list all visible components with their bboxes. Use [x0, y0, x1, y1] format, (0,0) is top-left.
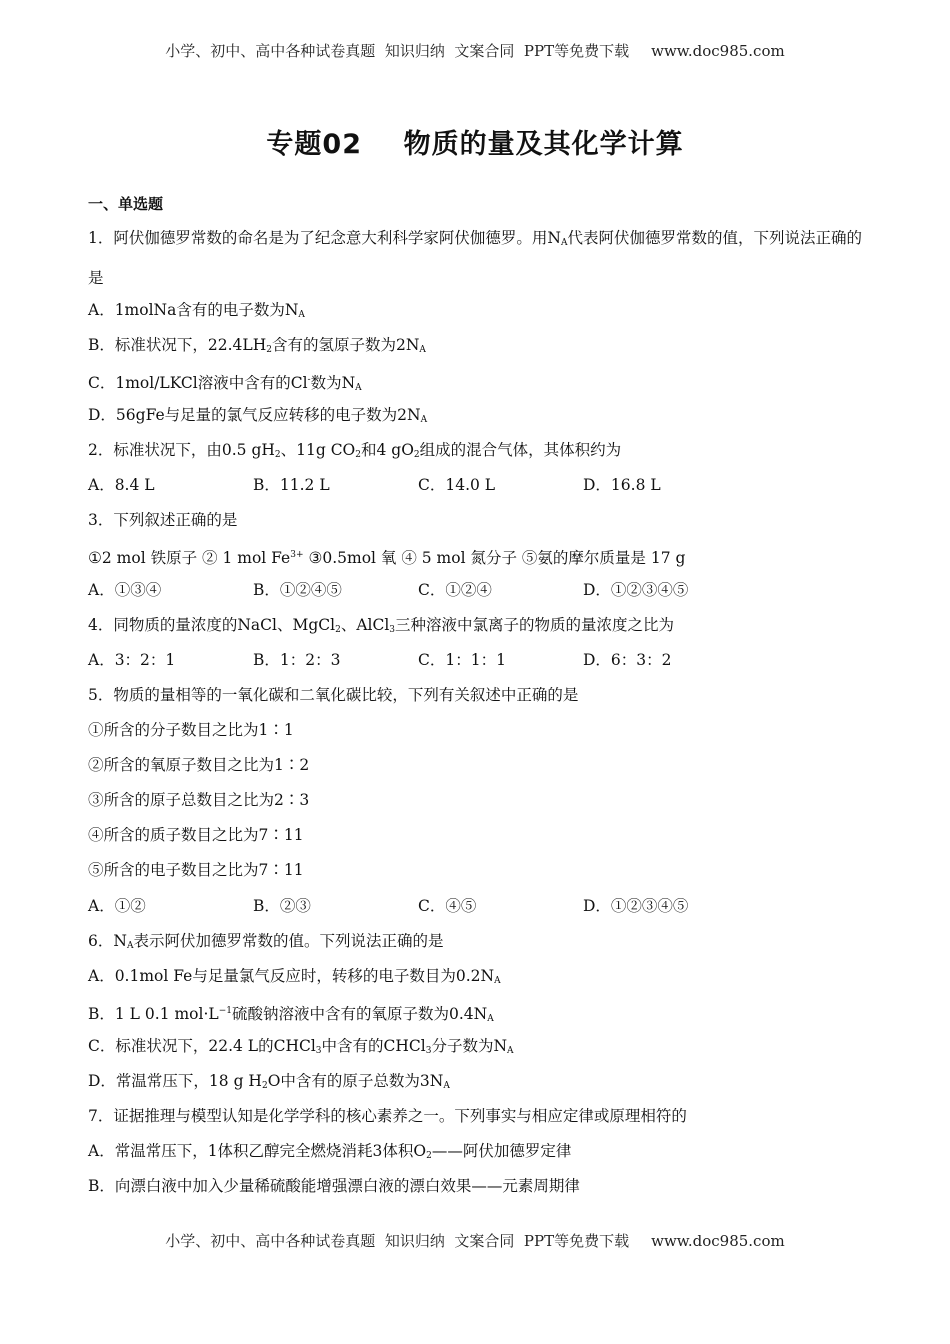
- q2-option-d: D．16.8 L: [583, 476, 661, 494]
- q5-statement-1: ①所含的分子数目之比为1∶1: [88, 721, 294, 739]
- q4-option-c: C．1：1：1: [418, 651, 506, 669]
- q6-option-c: C．标准状况下，22.4 L的CHCl$_3$中含有的CHCl$_3$分子数为$N_A$: [88, 1037, 514, 1056]
- footer-text: 小学、初中、高中各种试卷真题 知识归纳 文案合同 PPT等免费下载: [165, 1232, 630, 1250]
- q6-option-a: A．0.1mol Fe与足量氯气反应时，转移的电子数目为$0.2N_A$: [88, 967, 501, 986]
- q5-option-d: D．①②③④⑤: [583, 897, 689, 915]
- q4-option-d: D．6：3：2: [583, 651, 672, 669]
- q5-statement-4: ④所含的质子数目之比为7∶11: [88, 826, 304, 844]
- header-site: www.doc985.com: [651, 42, 785, 60]
- footer-site: www.doc985.com: [651, 1232, 785, 1250]
- q1-stem: 1．阿伏伽德罗常数的命名是为了纪念意大利科学家阿伏伽德罗。用$N_A$代表阿伏伽德罗常数的值，下列说法正确的是: [88, 229, 862, 287]
- q7-stem: 7．证据推理与模型认知是化学学科的核心素养之一。下列事实与相应定律或原理相符的: [88, 1107, 687, 1125]
- q5-option-a: A．①②: [88, 897, 146, 915]
- q1-option-b: B．标准状况下，$22.4LH_2$含有的氢原子数为$2N_A$: [88, 336, 426, 355]
- q6-stem: 6．$N_A$表示阿伏加德罗常数的值。下列说法正确的是: [88, 932, 444, 951]
- q7-option-a: A．常温常压下，1体积乙醇完全燃烧消耗3体积$O_2——$阿伏加德罗定律: [88, 1142, 572, 1161]
- document-title: 专题02 物质的量及其化学计算: [266, 129, 684, 160]
- q1-option-a: A．1molNa含有的电子数为$N_A$: [88, 301, 305, 320]
- q3-stem: 3．下列叙述正确的是: [88, 511, 238, 529]
- q1-option-d: D．56gFe与足量的氯气反应转移的电子数为$2N_A$: [88, 406, 428, 425]
- header-text: 小学、初中、高中各种试卷真题 知识归纳 文案合同 PPT等免费下载: [165, 42, 630, 60]
- q5-stem: 5．物质的量相等的一氧化碳和二氧化碳比较，下列有关叙述中正确的是: [88, 686, 579, 704]
- q5-statement-2: ②所含的氧原子数目之比为1∶2: [88, 756, 310, 774]
- q4-option-b: B．1：2：3: [253, 651, 341, 669]
- q3-option-d: D．①②③④⑤: [583, 581, 689, 599]
- q4-stem: 4．同物质的量浓度的NaCl、MgCl$_2$、AlCl$_3$三种溶液中氯离子的物质的量浓度之比为: [88, 616, 675, 635]
- q5-statement-5: ⑤所含的电子数目之比为7∶11: [88, 861, 304, 879]
- q3-option-c: C．①②④: [418, 581, 492, 599]
- q4-option-a: A．3：2：1: [88, 651, 176, 669]
- q6-option-d: D．常温常压下，18 g $H_2O$中含有的原子总数为$3N_A$: [88, 1072, 450, 1091]
- q2-option-a: A．8.4 L: [88, 476, 155, 494]
- q5-statement-3: ③所含的原子总数目之比为2∶3: [88, 791, 310, 809]
- q3-option-a: A．①③④: [88, 581, 162, 599]
- q3-items: ①2 mol 铁原子 ② 1 mol $Fe^{3+}$ ③0.5mol 氧 ④ 5 mol 氮分子 ⑤氨的摩尔质量是 17 g: [88, 549, 686, 567]
- page-header: [0, 40, 950, 61]
- q5-option-b: B．②③: [253, 897, 311, 915]
- q7-option-b: B．向漂白液中加入少量稀硫酸能增强漂白液的漂白效果——元素周期律: [88, 1177, 580, 1195]
- q1-option-c: C．1mol/LKCl溶液中含有的Cl-数为$N_A$: [88, 374, 362, 393]
- q2-stem: 2．标准状况下，由0.5 $gH_2$、11g $CO_2$和4 $gO_2$组成的混合气体，其体积约为: [88, 441, 622, 460]
- q6-option-b: B．1 L 0.1 $mol\cdot L^{-1}$硫酸钠溶液中含有的氧原子数为$0.4N_A$: [88, 1005, 494, 1024]
- section-heading: 一、单选题: [88, 195, 164, 213]
- q2-option-b: B．11.2 L: [253, 476, 330, 494]
- page-footer: [0, 1230, 950, 1251]
- q2-option-c: C．14.0 L: [418, 476, 496, 494]
- q3-option-b: B．①②④⑤: [253, 581, 342, 599]
- q5-option-c: C．④⑤: [418, 897, 477, 915]
